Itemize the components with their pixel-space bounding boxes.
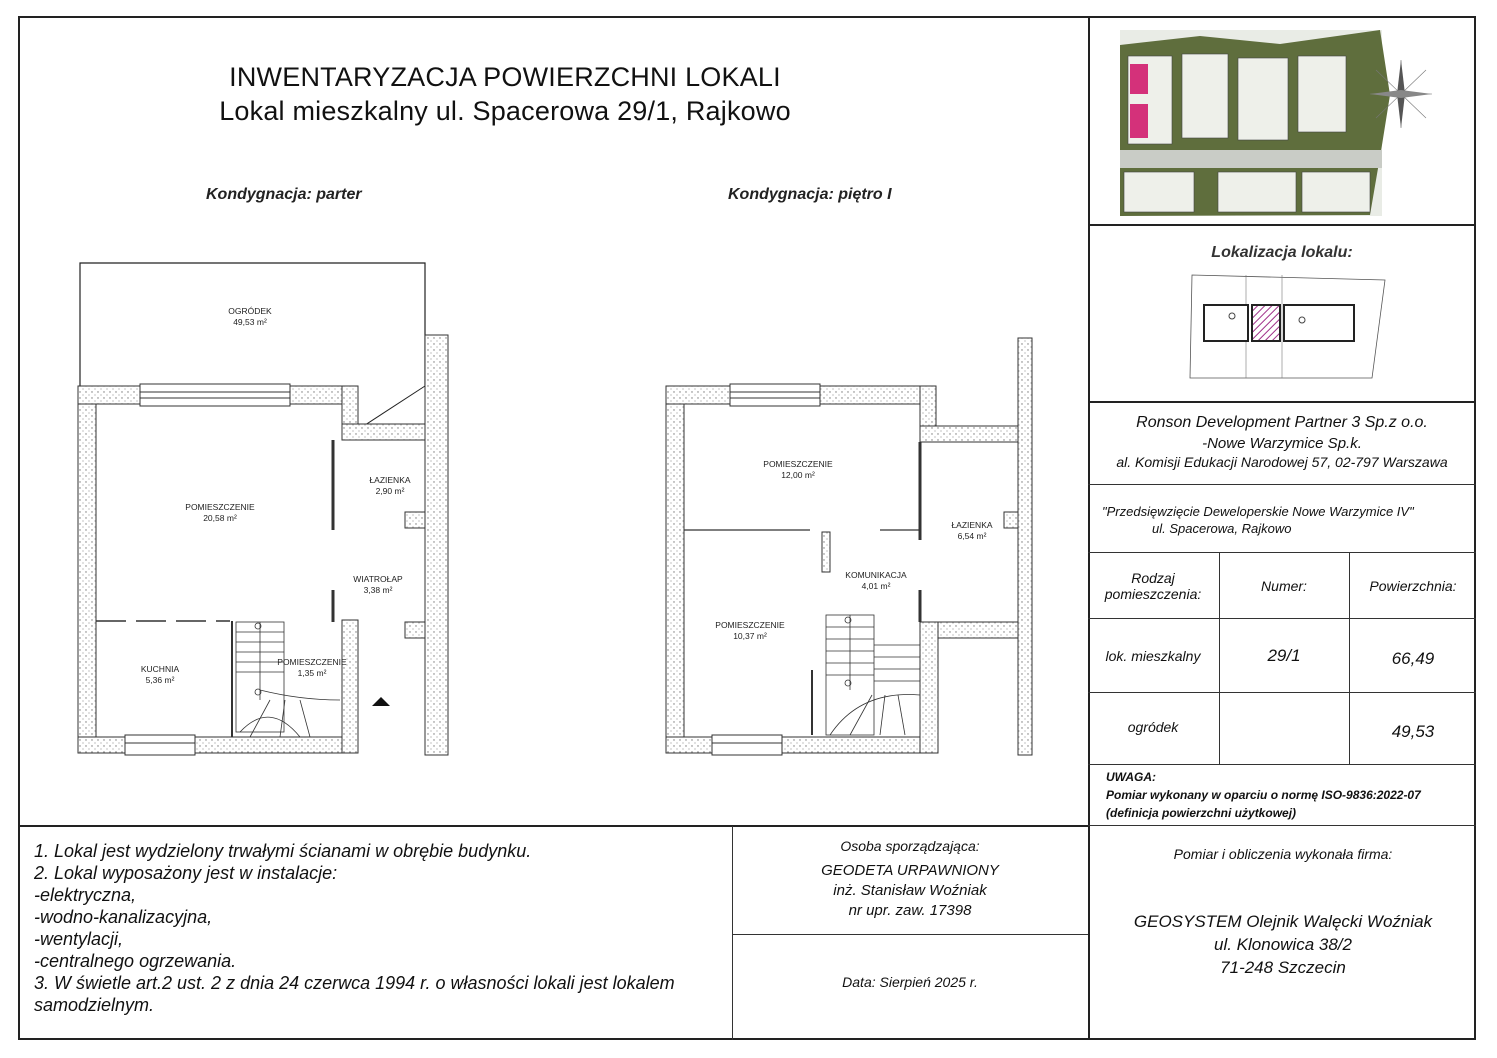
floor-label-first: Kondygnacja: piętro I xyxy=(728,186,892,203)
table-header-area: Powierzchnia: xyxy=(1369,578,1457,594)
author-line-3: nr upr. zaw. 17398 xyxy=(848,902,972,919)
room-area: 20,58 xyxy=(203,512,225,523)
footer-notes xyxy=(34,840,730,1016)
unit: m² xyxy=(164,674,175,685)
unit: m² xyxy=(394,485,405,496)
project-name: "Przedsięwzięcie Deweloperskie Nowe Warzymice IV" xyxy=(1102,504,1414,519)
note-line: -wodno-kanalizacyjna, xyxy=(34,907,213,927)
unit: m² xyxy=(316,667,327,678)
floor-label-ground: Kondygnacja: parter xyxy=(206,186,362,203)
room-area: 1,35 xyxy=(297,667,315,678)
unit: m² xyxy=(756,630,767,641)
room-name: KOMUNIKACJA xyxy=(845,570,907,580)
note-line: 2. Lokal wyposażony jest w instalacje: xyxy=(34,863,338,883)
note-line: -wentylacji, xyxy=(34,929,124,949)
table-header-type: Rodzaj pomieszczenia: xyxy=(1104,570,1202,602)
unit: m² xyxy=(976,530,987,541)
table-row-number: 29/1 xyxy=(1267,646,1301,665)
room-name: POMIESZCZENIE xyxy=(277,657,347,667)
room-area: 3,38 xyxy=(363,584,381,595)
note-line: samodzielnym. xyxy=(34,995,155,1015)
unit: m² xyxy=(804,469,815,480)
author-line-1: GEODETA URPAWNIONY xyxy=(821,862,999,879)
unit: m² xyxy=(226,512,237,523)
date-label: Data: Sierpień 2025 r. xyxy=(842,974,978,990)
room-area: 10,37 xyxy=(733,630,755,641)
note-line: -elektryczna, xyxy=(34,885,137,905)
note-line: 1. Lokal jest wydzielony trwałymi ścianami w obrębie budynku. xyxy=(34,841,532,861)
author-line-2: inż. Stanisław Woźniak xyxy=(833,882,987,899)
room-name: POMIESZCZENIE xyxy=(185,502,255,512)
firm-name: GEOSYSTEM Olejnik Walęcki Woźniak xyxy=(1133,912,1433,931)
developer-name: Ronson Development Partner 3 Sp.z o.o. xyxy=(1136,414,1428,431)
page-title: INWENTARYZACJA POWIERZCHNI LOKALI xyxy=(229,62,781,92)
unit: m² xyxy=(880,580,891,591)
room-name: ŁAZIENKA xyxy=(951,520,993,530)
room-area: 2,90 xyxy=(375,485,393,496)
room-area: 5,36 xyxy=(145,674,163,685)
room-name: ŁAZIENKA xyxy=(369,475,411,485)
page-subtitle: Lokal mieszkalny ul. Spacerowa 29/1, Rajkowo xyxy=(219,96,791,126)
room-area: 12,00 xyxy=(781,469,803,480)
room-name: WIATROŁAP xyxy=(353,574,403,584)
note-line-2: (definicja powierzchni użytkowej) xyxy=(1106,806,1297,820)
firm-city: 71-248 Szczecin xyxy=(1220,958,1346,977)
project-address: ul. Spacerowa, Rajkowo xyxy=(1152,521,1292,536)
table-row-type: lok. mieszkalny xyxy=(1105,648,1201,664)
table-row-type: ogródek xyxy=(1127,719,1179,735)
table-row-area: 49,53 xyxy=(1391,722,1435,741)
room-name: OGRÓDEK xyxy=(228,306,272,316)
developer-address: al. Komisji Edukacji Narodowej 57, 02-797 Warszawa xyxy=(1116,454,1448,470)
note-title: UWAGA: xyxy=(1106,770,1156,784)
table-header-number: Numer: xyxy=(1261,578,1307,594)
note-line: -centralnego ogrzewania. xyxy=(34,951,237,971)
author-title: Osoba sporządzająca: xyxy=(840,838,980,854)
room-area: 6,54 xyxy=(957,530,975,541)
developer-name-2: -Nowe Warzymice Sp.k. xyxy=(1202,435,1362,452)
note-line: 3. W świetle art.2 ust. 2 z dnia 24 czerwca 1994 r. o własności lokali jest lokalem xyxy=(34,973,675,993)
table-row-number xyxy=(1220,694,1348,760)
firm-address: ul. Klonowica 38/2 xyxy=(1214,935,1352,954)
location-title: Lokalizacja lokalu: xyxy=(1211,244,1353,261)
unit: m² xyxy=(382,584,393,595)
room-area: 49,53 xyxy=(233,316,255,327)
room-name: POMIESZCZENIE xyxy=(715,620,785,630)
room-name: KUCHNIA xyxy=(140,664,180,674)
room-area: 4,01 xyxy=(861,580,879,591)
note-line-1: Pomiar wykonany w oparciu o normę ISO-9836:2022-07 xyxy=(1106,788,1421,802)
unit: m² xyxy=(256,316,267,327)
table-row-area: 66,49 xyxy=(1391,649,1435,668)
firm-title: Pomiar i obliczenia wykonała firma: xyxy=(1173,846,1393,862)
room-name: POMIESZCZENIE xyxy=(763,459,833,469)
